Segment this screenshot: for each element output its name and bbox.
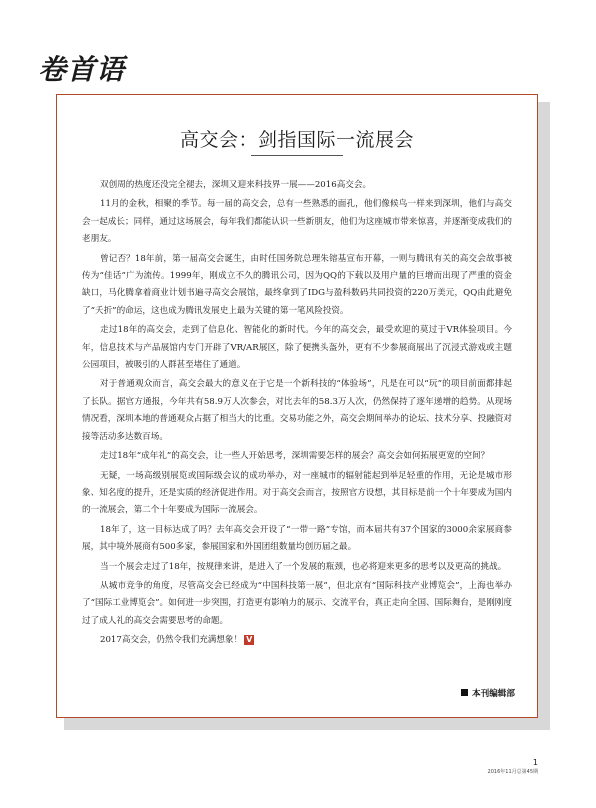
paragraph-1: 双创周的热度还没完全褪去，深圳又迎来科技界一展——2016高交会。 [100, 180, 372, 190]
headline: 高交会：剑指国际一流展会 [179, 129, 414, 151]
issue-line: 2016年11月总第45期 [487, 769, 538, 775]
signature-text: 本刊编辑部 [472, 689, 515, 699]
paragraph-6: 走过18年“成年礼”的高交会，让一些人开始思考，深圳需要怎样的展会？高交会如何拓展更宽的空间？ [100, 451, 490, 462]
paragraph-8: 18年了，这一目标达成了吗？去年高交会开设了“一带一路”专馆，而本届共有37个国家的3000余家展商参展，其中境外展商有500多家，参展国家和外国团组数量均创历届之最。 [82, 524, 512, 553]
signature [461, 687, 515, 699]
paragraph-11 [82, 632, 512, 649]
page-number: 1 [532, 758, 538, 767]
editorial-frame [56, 94, 538, 718]
paragraph-10: 从城市竞争的角度，尽管高交会已经成为“中国科技第一展”，但北京有“国际科技产业博览会”，上海也举办了“国际工业博览会”。如何进一步突围，打造更有影响力的展示、交流平台，真正走向全国、国际舞台，是刚刚度过了成人礼的高交会需要思考的命题。 [82, 580, 512, 626]
headline-rule [251, 155, 343, 156]
paragraph-3: 曾记否？18年前，第一届高交会诞生，由时任国务院总理朱镕基宣布开幕，一则与腾讯有关的高交会故事被传为“佳话”广为流传。1999年，刚成立不久的腾讯公司，因为QQ的下载以及用户量的巨增而出现了严重的资金缺口，马化腾拿着商业计划书遍寻高交会展馆，最终拿到了IDG与盈科数码共同投资的220万美元，QQ由此避免了“夭折”的命运，这也成为腾讯发展史上最为关键的第一笔风险投资。 [82, 253, 512, 316]
paragraph-4: 走过18年的高交会，走到了信息化、智能化的新时代。今年的高交会，最受欢迎的莫过于VR体验项目。今年，信息技术与产品展馆内专门开辟了VR/AR展区，除了便携头盔外，更有不少参展商展出了沉浸式游戏或主题公园项目，被吸引的人群甚至堵住了通道。 [82, 325, 512, 371]
paragraph-7: 无疑，一场高级别展览或国际级会议的成功举办，对一座城市的辐射能起到举足轻重的作用，无论是城市形象、知名度的提升，还是实质的经济促进作用。对于高交会而言，按照官方设想，其目标是前一个十年要成为国内的一流展会，第二个十年要成为国际一流展会。 [82, 470, 512, 516]
paragraph-9: 当一个展会走过了18年，按规律来讲，是进入了一个发展的瓶颈，也必将迎来更多的思考以及更高的挑战。 [100, 561, 507, 572]
paragraph-5: 对于普通观众而言，高交会最大的意义在于它是一个新科技的“体验场”，凡是在可以“玩”的项目前面都排起了长队。据官方通报，今年共有58.9万人次参会，对比去年的58.3万人次，仍然保持了逐年递增的趋势。从现场情况看，深圳本地的普通观众占据了相当大的比重。交易功能之外，高交会期间举办的论坛、技术分享、投融资对接等活动多达数百场。 [82, 379, 512, 442]
paragraph-2: 11月的金秋，相聚的季节。每一届的高交会，总有一些熟悉的面孔，他们像候鸟一样来到深圳，他们与高交会一起成长；同样，通过这场展会，每年我们都能认识一些新朋友，他们为这座城市带来惊喜，并逐渐变成我们的老朋友。 [82, 199, 512, 245]
closing-text: 2017高交会，仍然令我们充满想象！ [100, 635, 243, 646]
v-badge-icon: V [246, 634, 253, 644]
section-title: 卷首语 [38, 53, 126, 86]
article-body [82, 177, 512, 652]
square-bullet-icon [461, 689, 468, 696]
